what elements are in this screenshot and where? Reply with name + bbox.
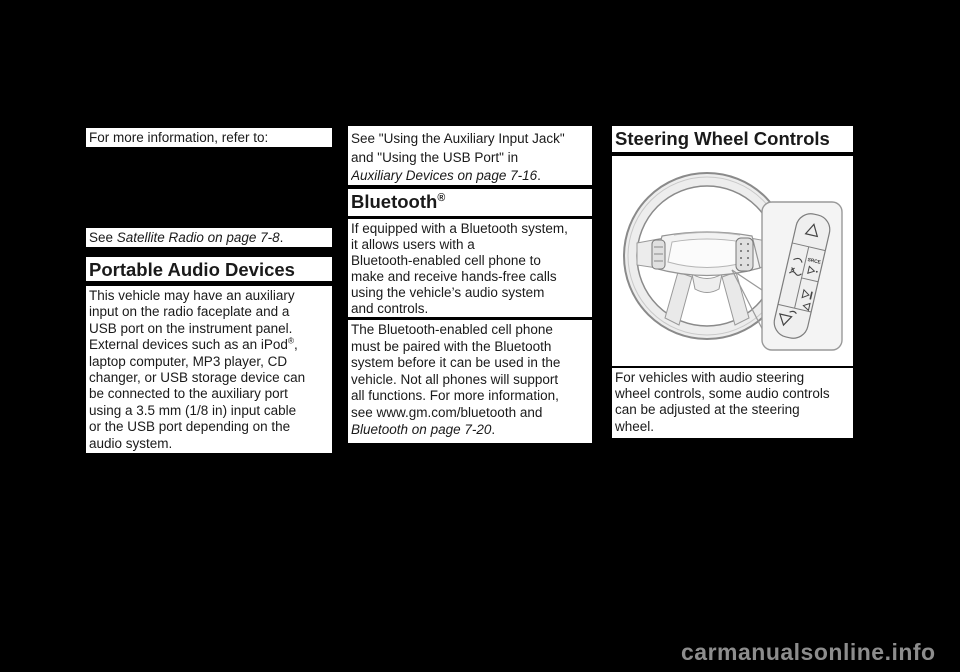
bluetooth-paragraph-1: [348, 219, 592, 317]
reference-lines: See "Using the Auxiliary Input Jack" and "Using the USB Port" in: [351, 131, 565, 165]
ref-suffix: .: [537, 168, 541, 183]
ipod-text: External devices such as an iPod: [89, 337, 288, 353]
ref-prefix: See: [89, 230, 117, 245]
steering-wheel-paragraph: [612, 368, 853, 438]
heading-text: Bluetooth: [351, 191, 438, 212]
auxiliary-reference-block: [348, 126, 592, 190]
reference-link-line: [351, 167, 589, 186]
left-spoke-buttons-icon: [652, 240, 665, 269]
intro-line-text: For more information, refer to:: [89, 130, 269, 145]
heading-text: Steering Wheel Controls: [615, 128, 830, 149]
bluetooth-paragraph-2: [348, 320, 592, 443]
ipod-text-comma: ,: [294, 337, 298, 353]
portable-audio-paragraph: [86, 286, 332, 453]
satellite-radio-reference: [86, 228, 332, 247]
paragraph-line-ipod: [89, 337, 329, 353]
ref-suffix: .: [491, 421, 496, 437]
ref-suffix: .: [279, 230, 284, 245]
registered-trademark-symbol: ®: [437, 191, 446, 204]
bluetooth-link-line: [351, 422, 589, 439]
bluetooth-page-link: Bluetooth on page 7-20: [351, 421, 492, 437]
satellite-radio-link: Satellite Radio on page 7-8: [116, 230, 280, 245]
heading-text: Portable Audio Devices: [89, 259, 295, 280]
watermark: carmanualsonline.info: [681, 639, 936, 665]
steering-wheel-illustration: [612, 156, 853, 366]
paragraph-lines: laptop computer, MP3 player, CD changer, or USB storage device can be connected to the auxiliary port using a 3.5 mm (1/8 in) input cable or the USB port depending on the audio system.: [89, 353, 306, 451]
paragraph-lines: For vehicles with audio steering wheel controls, some audio controls can be adjusted at the steering wheel.: [615, 370, 830, 434]
audio-controls-cluster-icon: [736, 238, 753, 271]
auxiliary-devices-link: Auxiliary Devices on page 7-16: [351, 168, 538, 183]
registered-trademark-symbol: ®: [287, 337, 295, 346]
srce-button-label: SRCE: [806, 257, 822, 266]
bluetooth-heading: [348, 185, 592, 216]
steering-wheel-controls-heading: [612, 122, 853, 152]
paragraph-lines: The Bluetooth-enabled cell phone must be paired with the Bluetooth system before it can be used in the vehicle. Not all phones will support all functions. For more information, see www.gm.com/bluetooth and: [351, 322, 561, 420]
portable-audio-devices-heading: [86, 253, 332, 281]
intro-line: [86, 128, 332, 147]
controls-inset: [762, 202, 842, 350]
steering-wheel-figure: [612, 156, 853, 366]
paragraph-lines: This vehicle may have an auxiliary input on the radio faceplate and a USB port on the instrument panel.: [89, 288, 295, 336]
paragraph-lines: If equipped with a Bluetooth system, it allows users with a Bluetooth-enabled cell phone to make and receive hands-free calls using the vehicle’s audio system and controls.: [351, 221, 568, 316]
